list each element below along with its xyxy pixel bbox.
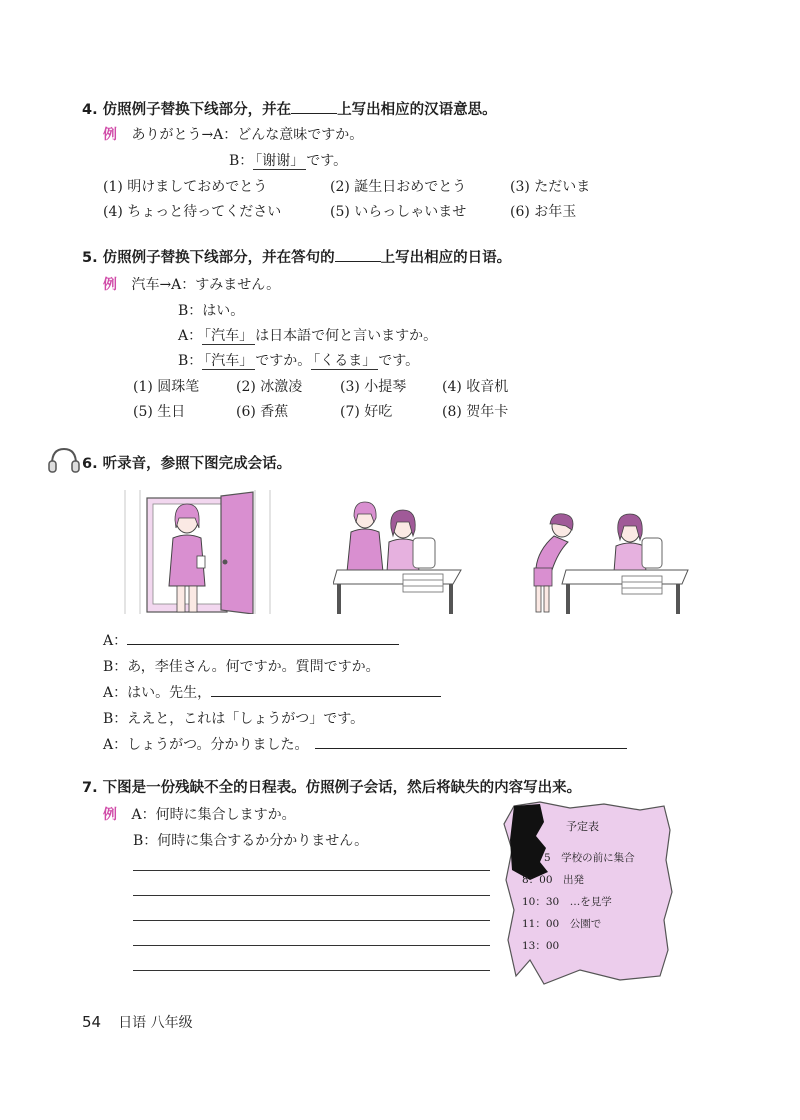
- schedule-row-1: 5 学校の前に集合: [544, 852, 635, 864]
- q5-heading-text: 5. 仿照例子替换下线部分，并在答句的: [82, 250, 335, 266]
- q7-answer-line-3[interactable]: [133, 920, 490, 921]
- q5-line3-word: 「汽车」: [204, 328, 254, 344]
- q5-line4-prefix: B：: [178, 353, 203, 369]
- q4-example-b: [229, 150, 347, 170]
- q4-option-3: (3) ただいま: [510, 179, 591, 195]
- q5-option-1: (1) 圆珠笔: [133, 379, 200, 395]
- q4-heading-text: 4. 仿照例子替换下线部分，并在: [82, 102, 292, 118]
- q4-heading-blank: [291, 113, 337, 114]
- book-title: 日语 八年级: [118, 1015, 193, 1031]
- q7-answer-line-1[interactable]: [133, 870, 490, 871]
- q6-line-5-text: A：しょうがつ。分かりました。: [103, 737, 309, 753]
- torn-schedule: [500, 800, 678, 986]
- q5-option-3: (3) 小提琴: [340, 379, 407, 395]
- q5-line3-suffix: は日本語で何と言いますか。: [255, 328, 438, 344]
- q6-answer-blank-3[interactable]: [315, 748, 627, 749]
- illustration-student-bowing: [510, 506, 690, 620]
- headphones-icon: [46, 444, 82, 478]
- q5-example-line2: B：はい。: [178, 303, 245, 319]
- q5-line1-text: 汽车→A：すみません。: [131, 277, 281, 293]
- q7-example-line2: B：何時に集合するか分かりません。: [133, 833, 369, 849]
- q5-example-line4: [178, 350, 419, 370]
- q6-line-3-text: A：はい。先生，: [103, 685, 212, 701]
- schedule-row-5: 13：00: [522, 940, 560, 952]
- illustration-student-with-teacher: [333, 492, 465, 618]
- q7-heading: 7. 下图是一份残缺不全的日程表。仿照例子会话，然后将缺失的内容写出来。: [82, 780, 582, 796]
- q5-example-line1: [103, 274, 280, 294]
- q4-option-2: (2) 誕生日おめでとう: [330, 179, 467, 195]
- q6-line-5: [103, 734, 627, 754]
- q5-line3-prefix: A：: [178, 328, 203, 344]
- q4-example-b-suffix: です。: [306, 153, 348, 169]
- schedule-title: 予定表: [566, 820, 599, 833]
- q4-example-b-prefix: B：: [229, 153, 254, 169]
- q4-heading: [82, 98, 497, 119]
- q7-answer-line-5[interactable]: [133, 970, 490, 971]
- q4-option-4: (4) ちょっと待ってください: [103, 204, 282, 220]
- q4-example-a-text: ありがとう→A：どんな意味ですか。: [131, 127, 364, 143]
- q7-answer-line-4[interactable]: [133, 945, 490, 946]
- q6-line-2: B：あ，李佳さん。何ですか。質問ですか。: [103, 659, 380, 675]
- q5-example-line3: [178, 325, 437, 345]
- schedule-row-2: 8：00 出発: [522, 874, 585, 886]
- q5-option-2: (2) 冰激凌: [236, 379, 303, 395]
- q7-line1-text: A：何時に集合しますか。: [131, 807, 296, 823]
- q4-option-5: (5) いらっしゃいませ: [330, 204, 467, 220]
- q5-option-8: (8) 贺年卡: [442, 404, 509, 420]
- q4-example-a: [103, 124, 363, 144]
- q4-heading-text-end: 上写出相应的汉语意思。: [337, 102, 497, 118]
- example-mark: 例: [103, 127, 117, 143]
- q7-example-line1: [103, 804, 296, 824]
- page-footer: [82, 1012, 193, 1032]
- q5-option-7: (7) 好吃: [340, 404, 393, 420]
- q4-option-6: (6) お年玉: [510, 204, 577, 220]
- q5-option-6: (6) 香蕉: [236, 404, 289, 420]
- example-mark: 例: [103, 807, 117, 823]
- q6-answer-blank-2[interactable]: [211, 696, 441, 697]
- schedule-row-3: 10：30 …を見学: [522, 896, 612, 908]
- q6-line-4: B：ええと，これは「しょうがつ」です。: [103, 711, 365, 727]
- q6-line-1: [103, 630, 399, 650]
- q5-heading-text-end: 上写出相应的日语。: [380, 250, 512, 266]
- q6-line-1-text: A：: [103, 633, 128, 649]
- illustration-student-at-door: [105, 490, 305, 618]
- schedule-row-4: 11：00 公園で: [522, 918, 602, 930]
- q5-line4-mid: ですか。: [255, 353, 312, 369]
- q5-line4-word: 「汽车」: [204, 353, 254, 369]
- q4-example-b-answer: 「谢谢」: [255, 153, 305, 169]
- page-number: 54: [82, 1013, 102, 1031]
- example-mark: 例: [103, 277, 117, 293]
- q5-option-4: (4) 收音机: [442, 379, 509, 395]
- q5-heading: [82, 246, 511, 267]
- q5-option-5: (5) 生日: [133, 404, 186, 420]
- q4-option-1: (1) 明けましておめでとう: [103, 179, 268, 195]
- q5-heading-blank: [335, 261, 381, 262]
- q6-answer-blank-1[interactable]: [127, 644, 399, 645]
- q5-line4-answer: 「くるま」: [313, 353, 377, 369]
- q6-heading: 6. 听录音，参照下图完成会话。: [82, 456, 292, 472]
- q7-answer-line-2[interactable]: [133, 895, 490, 896]
- q5-line4-suffix: です。: [378, 353, 420, 369]
- q6-line-3: [103, 682, 441, 702]
